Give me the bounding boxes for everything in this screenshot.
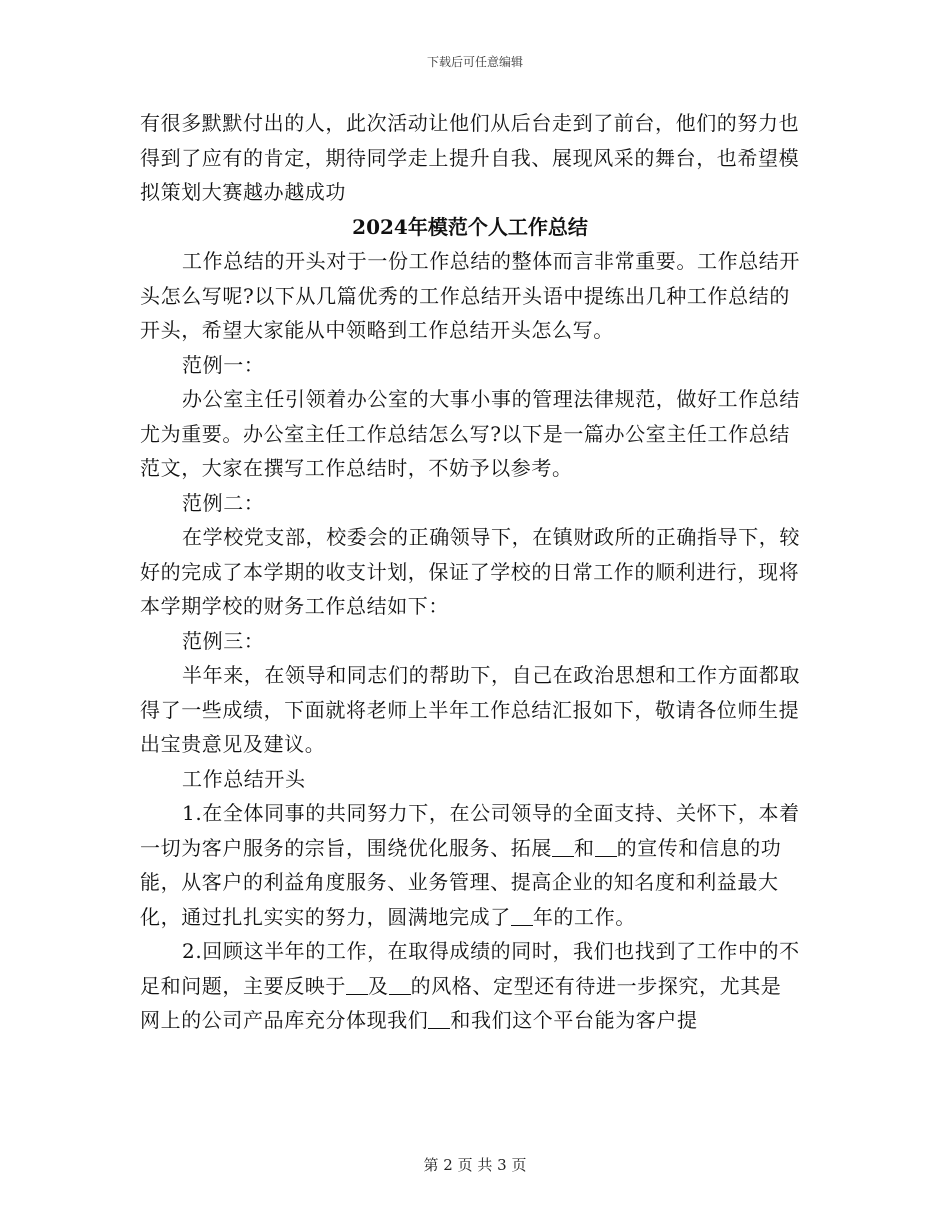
item-2-part2: 及 [368, 973, 389, 998]
fill-blank [511, 925, 533, 926]
item-1 [140, 796, 800, 934]
item-1-part1: 1.在全体同事的共同努力下，在公司领导的全面支持、关怀下，本着一切为客户服务的宗旨，围绕优化服务、拓展 [140, 801, 800, 860]
item-1-part3: 的宣传和信息的功能，从客户的利益角度服务、业务管理、提高企业的知名度和利益最大化，通过扎扎实实的努力，圆满地完成了 [140, 835, 782, 929]
example3-label: 范例三： [182, 628, 265, 653]
example1-text: 办公室主任引领着办公室的大事小事的管理法律规范，做好工作总结尤为重要。办公室主任工作总结怎么写?以下是一篇办公室主任工作总结范文，大家在撰写工作总结时，不妨予以参考。 [140, 387, 800, 480]
example2-label: 范例二： [182, 490, 265, 515]
fill-blank [389, 994, 411, 995]
example1-label: 范例一： [182, 352, 265, 377]
section-label: 工作总结开头 [182, 766, 306, 791]
item-1-part2: 和 [574, 835, 595, 860]
opening-paragraph: 工作总结的开头对于一份工作总结的整体而言非常重要。工作总结开头怎么写呢?以下从几篇优秀的工作总结开头语中提练出几种工作总结的开头，希望大家能从中领略到工作总结开头怎么写。 [140, 249, 800, 342]
fill-blank [552, 856, 574, 857]
fill-blank [428, 1028, 450, 1029]
item-2-part3: 的风格、定型还有待进一步探究，尤其是网上的公司产品库充分体现我们 [140, 973, 782, 1032]
page-header: 下载后可任意编辑 [426, 55, 523, 69]
fill-blank [595, 856, 617, 857]
intro-paragraph: 有很多默默付出的人，此次活动让他们从后台走到了前台，他们的努力也得到了应有的肯定，期待同学走上提升自我、展现风采的舞台，也希望模拟策划大赛越办越成功 [140, 111, 800, 204]
item-2-part4: 和我们这个平台能为客户提 [450, 1008, 698, 1032]
example2-text: 在学校党支部，校委会的正确领导下，在镇财政所的正确指导下，较好的完成了本学期的收支计划，保证了学校的日常工作的顺利进行，现将本学期学校的财务工作总结如下： [140, 525, 800, 618]
document-title: 2024年模范个人工作总结 [352, 214, 588, 239]
page-footer: 第 2 页 共 3 页 [423, 1156, 527, 1174]
item-2-part1: 2.回顾这半年的工作，在取得成绩的同时，我们也找到了工作中的不足和问题，主要反映于 [140, 939, 800, 998]
example3-text: 半年来，在领导和同志们的帮助下，自己在政治思想和工作方面都取得了一些成绩，下面就将老师上半年工作总结汇报如下，敬请各位师生提出宝贵意见及建议。 [140, 663, 800, 756]
fill-blank [346, 994, 368, 995]
item-2 [140, 934, 800, 1038]
item-1-part4: 年的工作。 [532, 904, 636, 929]
document-body [140, 106, 800, 1038]
